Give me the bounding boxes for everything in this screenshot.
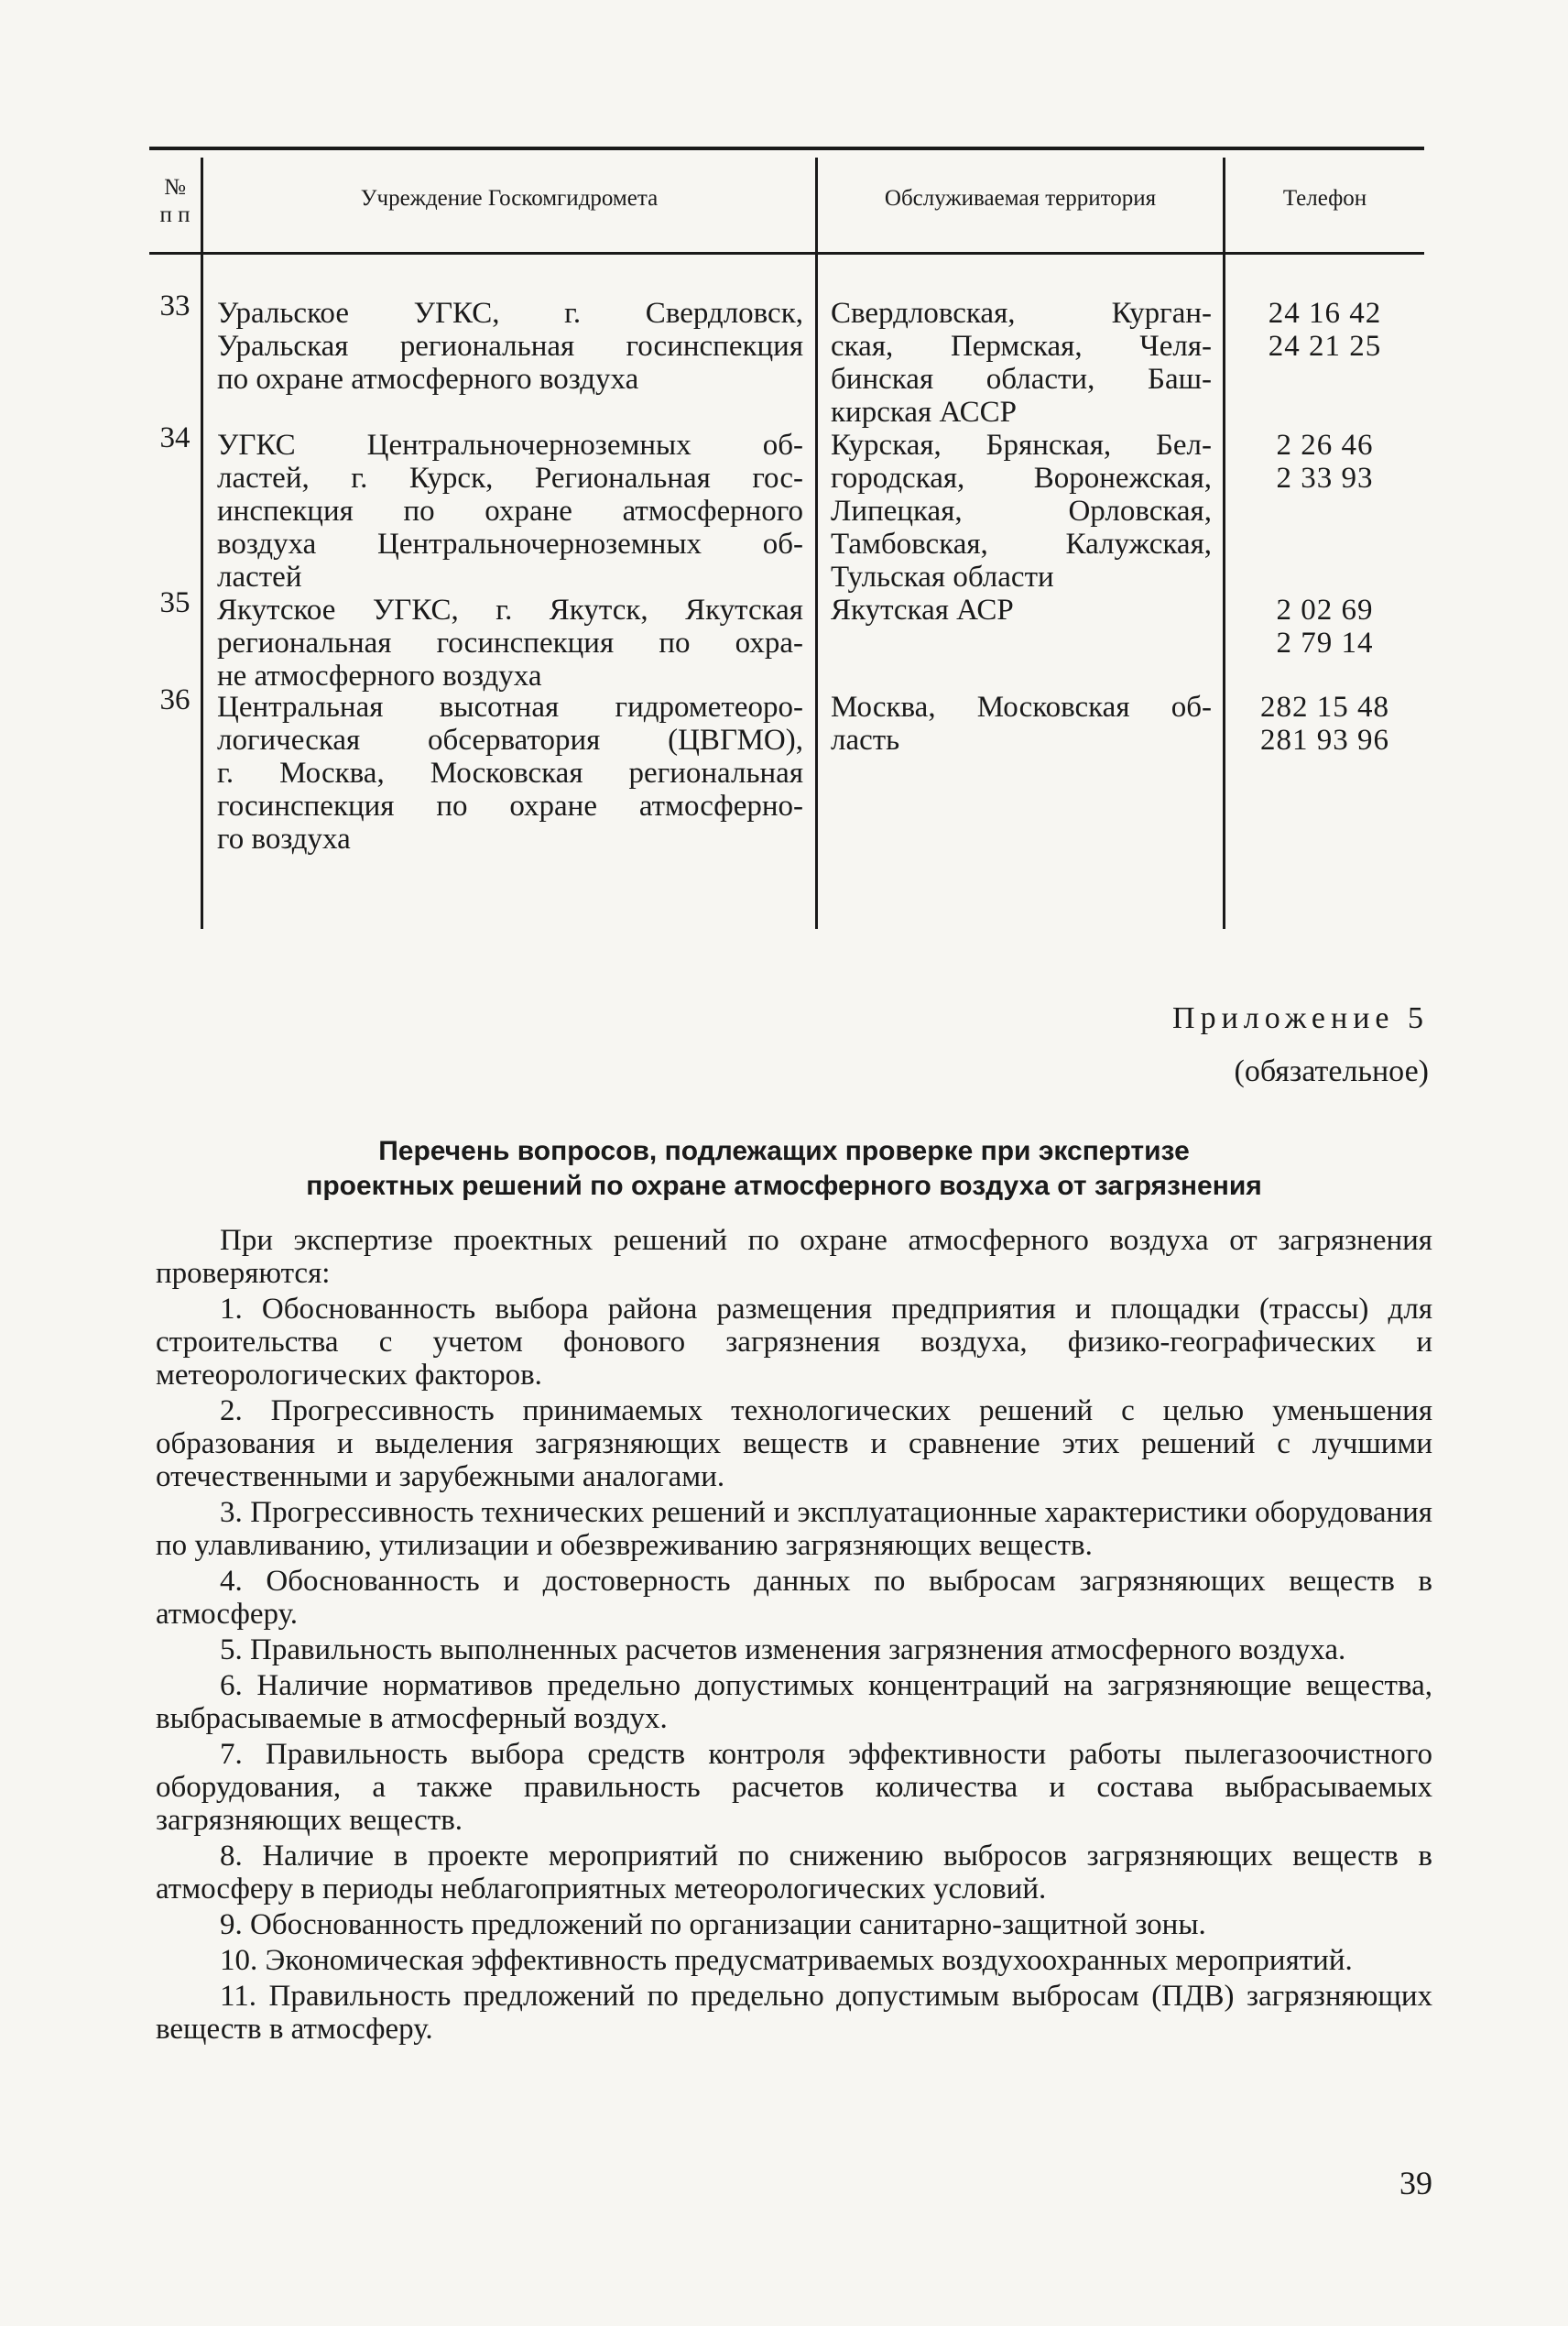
institution-line: Уральское УГКС, г. Свердловск, (217, 297, 803, 330)
territory-line: ская, Пермская, Челя- (831, 330, 1212, 363)
phone-number: 2 26 46 (1276, 429, 1374, 462)
row-number: 33 (159, 289, 191, 322)
institution-line: госинспекция по охране атмосферно- (217, 790, 803, 823)
phone-number: 24 16 42 (1268, 297, 1382, 330)
row-institution (217, 429, 803, 594)
territory-line: кирская АССР (831, 396, 1018, 429)
list-item: 3. Прогрессивность технических решений и эксплуатационные характеристики оборудования по улавливанию, утилизации и обезвреживанию загрязняющих веществ. (156, 1496, 1432, 1562)
header-num-line1: № (164, 175, 186, 200)
territory-line: бинская области, Баш- (831, 363, 1212, 396)
row-phone (1225, 594, 1424, 660)
territory-line: Тамбовская, Калужская, (831, 528, 1212, 561)
territory-line: Тульская области (831, 561, 1054, 594)
institution-line: региональная госинспекция по охра- (217, 627, 803, 660)
institution-line: Якутское УГКС, г. Якутск, Якутская (217, 594, 803, 627)
institution-line: Уральская региональная госинспекция (217, 330, 803, 363)
column-divider (815, 158, 818, 929)
territory-line: городская, Воронежская, (831, 462, 1212, 495)
institution-line: Центральная высотная гидрометеоро- (217, 691, 803, 724)
column-divider (201, 158, 203, 929)
institution-line: по охране атмосферного воздуха (217, 363, 639, 396)
list-item: 11. Правильность предложений по предельно допустимым выбросам (ПДВ) загрязняющих веществ в атмосферу. (156, 1980, 1432, 2046)
row-institution (217, 297, 803, 396)
institution-line: г. Москва, Московская региональная (217, 757, 803, 790)
list-item: 7. Правильность выбора средств контроля эффективности работы пылегазоочистного оборудования, а также правильность расчетов количества и состава выбрасываемых загрязняющих веществ. (156, 1738, 1432, 1837)
header-phone: Телефон (1282, 186, 1367, 211)
row-territory (831, 594, 1212, 627)
section-title (183, 1134, 1385, 1204)
row-number: 36 (159, 683, 191, 716)
phone-number: 24 21 25 (1268, 330, 1382, 363)
territory-line: Липецкая, Орловская, (831, 495, 1212, 528)
institution-line: ластей (217, 561, 302, 594)
institution-line: го воздуха (217, 823, 351, 856)
header-territory: Обслуживаемая территория (884, 186, 1157, 211)
appendix-subtitle: (обязательное) (1234, 1054, 1429, 1088)
row-territory (831, 297, 1212, 429)
body-text (156, 1224, 1432, 2048)
list-item: 5. Правильность выполненных расчетов изменения загрязнения атмосферного воздуха. (220, 1633, 1346, 1666)
appendix-title: Приложение 5 (1172, 1001, 1429, 1035)
list-item: 8. Наличие в проекте мероприятий по снижению выбросов загрязняющих веществ в атмосферу в периоды неблагоприятных метеорологических условий. (156, 1840, 1432, 1906)
row-number: 34 (159, 421, 191, 454)
row-territory (831, 429, 1212, 594)
column-divider (1223, 158, 1225, 929)
list-item: 1. Обоснованность выбора района размещения предприятия и площадки (трассы) для строительства с учетом фонового загрязнения воздуха, физико-географических и метеорологических факторов. (156, 1293, 1432, 1392)
row-institution (217, 594, 803, 693)
institution-line: воздуха Центральночерноземных об- (217, 528, 803, 561)
row-institution (217, 691, 803, 856)
row-territory (831, 691, 1212, 757)
section-title-line1: Перечень вопросов, подлежащих проверке при экспертизе (378, 1136, 1190, 1166)
intro-paragraph: При экспертизе проектных решений по охране атмосферного воздуха от загрязнения проверяются: (156, 1224, 1432, 1290)
phone-number: 2 02 69 (1276, 594, 1374, 627)
institution-line: ластей, г. Курск, Региональная гос- (217, 462, 803, 495)
territory-line: Свердловская, Курган- (831, 297, 1212, 330)
list-item: 10. Экономическая эффективность предусматриваемых воздухоохранных мероприятий. (220, 1944, 1353, 1977)
territory-line: ласть (831, 724, 900, 757)
row-phone (1225, 297, 1424, 363)
phone-number: 2 33 93 (1276, 462, 1374, 495)
territory-line: Курская, Брянская, Бел- (831, 429, 1212, 462)
row-number: 35 (159, 586, 191, 619)
territory-line: Москва, Московская об- (831, 691, 1212, 724)
page-number: 39 (1399, 2165, 1432, 2201)
phone-number: 2 79 14 (1276, 627, 1374, 660)
list-item: 2. Прогрессивность принимаемых технологических решений с целью уменьшения образования и выделения загрязняющих веществ и сравнение этих решений с лучшими отечественными и зарубежными аналогами. (156, 1394, 1432, 1493)
phone-number: 282 15 48 (1260, 691, 1389, 724)
table-top-rule (149, 147, 1424, 150)
territory-line: Якутская АСР (831, 594, 1014, 627)
phone-number: 281 93 96 (1260, 724, 1389, 757)
institution-line: инспекция по охране атмосферного (217, 495, 803, 528)
list-item: 9. Обоснованность предложений по организации санитарно-защитной зоны. (220, 1908, 1206, 1941)
header-num (149, 174, 201, 229)
table-header-rule (149, 252, 1424, 255)
header-num-line2: п п (159, 202, 191, 227)
row-phone (1225, 429, 1424, 495)
row-phone (1225, 691, 1424, 757)
section-title-line2: проектных решений по охране атмосферного воздуха от загрязнения (306, 1171, 1262, 1201)
list-item: 6. Наличие нормативов предельно допустимых концентраций на загрязняющие вещества, выбрасываемые в атмосферный воздух. (156, 1669, 1432, 1735)
list-item: 4. Обоснованность и достоверность данных по выбросам загрязняющих веществ в атмосферу. (156, 1565, 1432, 1631)
institution-line: не атмосферного воздуха (217, 660, 542, 693)
institution-line: логическая обсерватория (ЦВГМО), (217, 724, 803, 757)
institution-line: УГКС Центральночерноземных об- (217, 429, 803, 462)
header-institution: Учреждение Госкомгидромета (360, 186, 659, 211)
